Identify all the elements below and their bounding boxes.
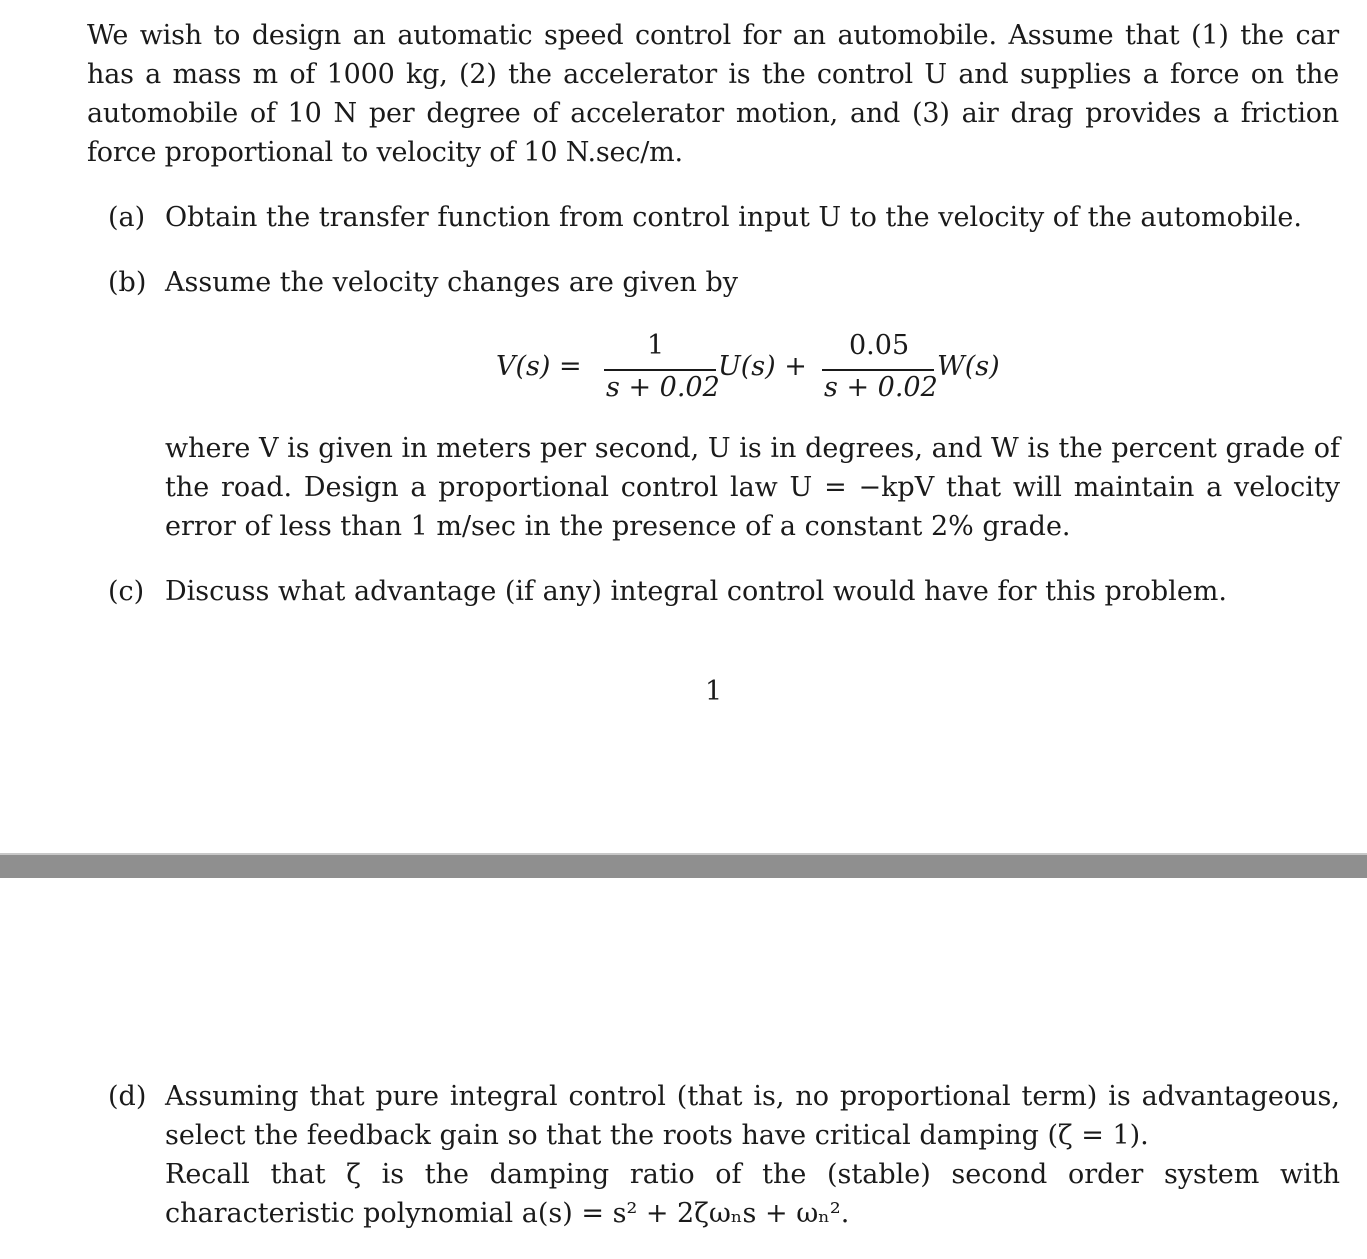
- part-d-recall-text: Recall that ζ is the damping ratio of the (stable) second order system with characteristic polynomial a(s) = s² + 2ζωₙs + ωₙ².: [165, 1159, 1340, 1229]
- equation-numerator-1: 1: [647, 330, 665, 361]
- fraction-bar-1: [604, 369, 716, 371]
- page-number: 1: [705, 676, 723, 707]
- part-b-followup-text: where V is given in meters per second, U is in degrees, and W is the percent grade of the road. Design a proportional control law U = −kpV that will maintain a velocity error of less than 1 m/sec in the presence of a constant 2% grade.: [165, 433, 1340, 542]
- equation-numerator-2: 0.05: [849, 330, 910, 361]
- equation-denominator-1: s + 0.02: [606, 372, 720, 403]
- equation-lhs: V(s) =: [496, 351, 582, 382]
- part-b-text: Assume the velocity changes are given by: [165, 267, 739, 298]
- part-b-label: (b): [108, 267, 147, 298]
- problem-intro: We wish to design an automatic speed control for an automobile. Assume that (1) the car has a mass m of 1000 kg, (2) the accelerator is the control U and supplies a force on the automobile of 10 N per degree of accelerator motion, and (3) air drag provides a friction force proportional to velocity of 10 N.sec/m.: [87, 20, 1339, 168]
- page-2: [0, 878, 1367, 1259]
- equation-denominator-2: s + 0.02: [824, 372, 938, 403]
- page-separator: [0, 853, 1367, 879]
- velocity-equation: [496, 330, 1036, 410]
- part-d-label: (d): [108, 1081, 147, 1112]
- part-a-label: (a): [108, 202, 146, 233]
- equation-rhs: W(s): [937, 351, 1000, 382]
- part-a-text: Obtain the transfer function from control input U to the velocity of the automobile.: [165, 202, 1302, 233]
- part-d-text: Assuming that pure integral control (that is, no proportional term) is advantageous, select the feedback gain so that the roots have critical damping (ζ = 1).: [165, 1081, 1340, 1151]
- part-c-text: Discuss what advantage (if any) integral control would have for this problem.: [165, 576, 1227, 607]
- part-c-label: (c): [108, 576, 145, 607]
- fraction-bar-2: [822, 369, 934, 371]
- equation-middle: U(s) +: [718, 351, 807, 382]
